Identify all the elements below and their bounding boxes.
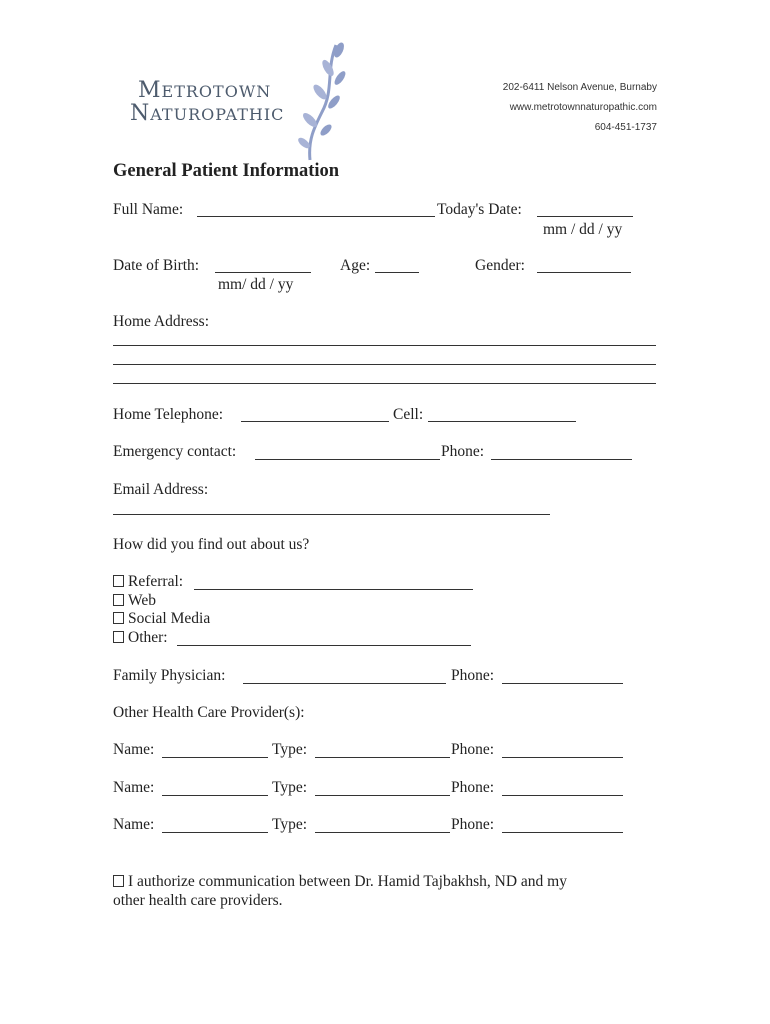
dob-label: Date of Birth: — [113, 257, 200, 274]
provider-name-label: Name: — [113, 779, 155, 796]
gender-label: Gender: — [475, 257, 525, 274]
physician-phone-label: Phone: — [451, 667, 495, 684]
clinic-website[interactable]: www.metrotownnaturopathic.com — [509, 102, 657, 113]
authorize-text-line-2: other health care providers. — [113, 892, 283, 909]
cell-label: Cell: — [393, 406, 424, 423]
how-found-label: How did you find out about us? — [113, 536, 310, 553]
provider-name-field[interactable] — [162, 795, 268, 796]
logo-leaf-icon — [296, 40, 356, 165]
home-address-line-1[interactable] — [113, 345, 656, 346]
option-web[interactable]: Web — [113, 592, 156, 610]
dob-format-hint: mm/ dd / yy — [218, 276, 294, 293]
physician-phone-field[interactable] — [502, 683, 623, 684]
provider-type-field[interactable] — [315, 832, 450, 833]
provider-type-field[interactable] — [315, 757, 450, 758]
emergency-contact-label: Emergency contact: — [113, 443, 237, 460]
emergency-phone-field[interactable] — [491, 459, 632, 460]
home-telephone-label: Home Telephone: — [113, 406, 224, 423]
page-title: General Patient Information — [113, 161, 340, 181]
clinic-address: 202-6411 Nelson Avenue, Burnaby — [502, 82, 657, 93]
checkbox-icon[interactable] — [113, 575, 124, 587]
family-physician-field[interactable] — [243, 683, 446, 684]
age-label: Age: — [340, 257, 371, 274]
todays-date-field[interactable] — [537, 216, 633, 217]
provider-name-label: Name: — [113, 741, 155, 758]
other-providers-label: Other Health Care Provider(s): — [113, 704, 305, 721]
cell-field[interactable] — [428, 421, 576, 422]
provider-name-field[interactable] — [162, 757, 268, 758]
full-name-field[interactable] — [197, 216, 435, 217]
authorize-checkbox-row[interactable]: I authorize communication between Dr. Hamid Tajbakhsh, ND and my — [113, 873, 567, 891]
provider-type-label: Type: — [272, 741, 308, 758]
checkbox-icon[interactable] — [113, 594, 124, 606]
provider-phone-label: Phone: — [451, 741, 495, 758]
provider-phone-label: Phone: — [451, 816, 495, 833]
home-address-label: Home Address: — [113, 313, 210, 330]
provider-name-label: Name: — [113, 816, 155, 833]
age-field[interactable] — [375, 272, 419, 273]
email-field[interactable] — [113, 514, 550, 515]
email-label: Email Address: — [113, 481, 209, 498]
checkbox-icon[interactable] — [113, 875, 124, 887]
option-social-media[interactable]: Social Media — [113, 610, 210, 628]
home-address-line-2[interactable] — [113, 364, 656, 365]
full-name-label: Full Name: — [113, 201, 184, 218]
family-physician-label: Family Physician: — [113, 667, 226, 684]
clinic-phone: 604-451-1737 — [594, 122, 657, 133]
dob-field[interactable] — [215, 272, 311, 273]
provider-name-field[interactable] — [162, 832, 268, 833]
home-telephone-field[interactable] — [241, 421, 389, 422]
emergency-phone-label: Phone: — [441, 443, 485, 460]
date-format-hint: mm / dd / yy — [543, 221, 623, 238]
checkbox-icon[interactable] — [113, 612, 124, 624]
provider-phone-field[interactable] — [502, 757, 623, 758]
provider-phone-field[interactable] — [502, 832, 623, 833]
home-address-line-3[interactable] — [113, 383, 656, 384]
referral-field[interactable] — [194, 589, 473, 590]
provider-phone-field[interactable] — [502, 795, 623, 796]
other-field[interactable] — [177, 645, 471, 646]
provider-phone-label: Phone: — [451, 779, 495, 796]
provider-type-field[interactable] — [315, 795, 450, 796]
emergency-contact-field[interactable] — [255, 459, 440, 460]
checkbox-icon[interactable] — [113, 631, 124, 643]
todays-date-label: Today's Date: — [437, 201, 522, 218]
option-referral[interactable]: Referral: — [113, 573, 183, 591]
provider-type-label: Type: — [272, 816, 308, 833]
provider-type-label: Type: — [272, 779, 308, 796]
option-other[interactable]: Other: — [113, 629, 168, 647]
logo-text: METROTOWN NATUROPATHIC — [130, 78, 285, 126]
gender-field[interactable] — [537, 272, 631, 273]
